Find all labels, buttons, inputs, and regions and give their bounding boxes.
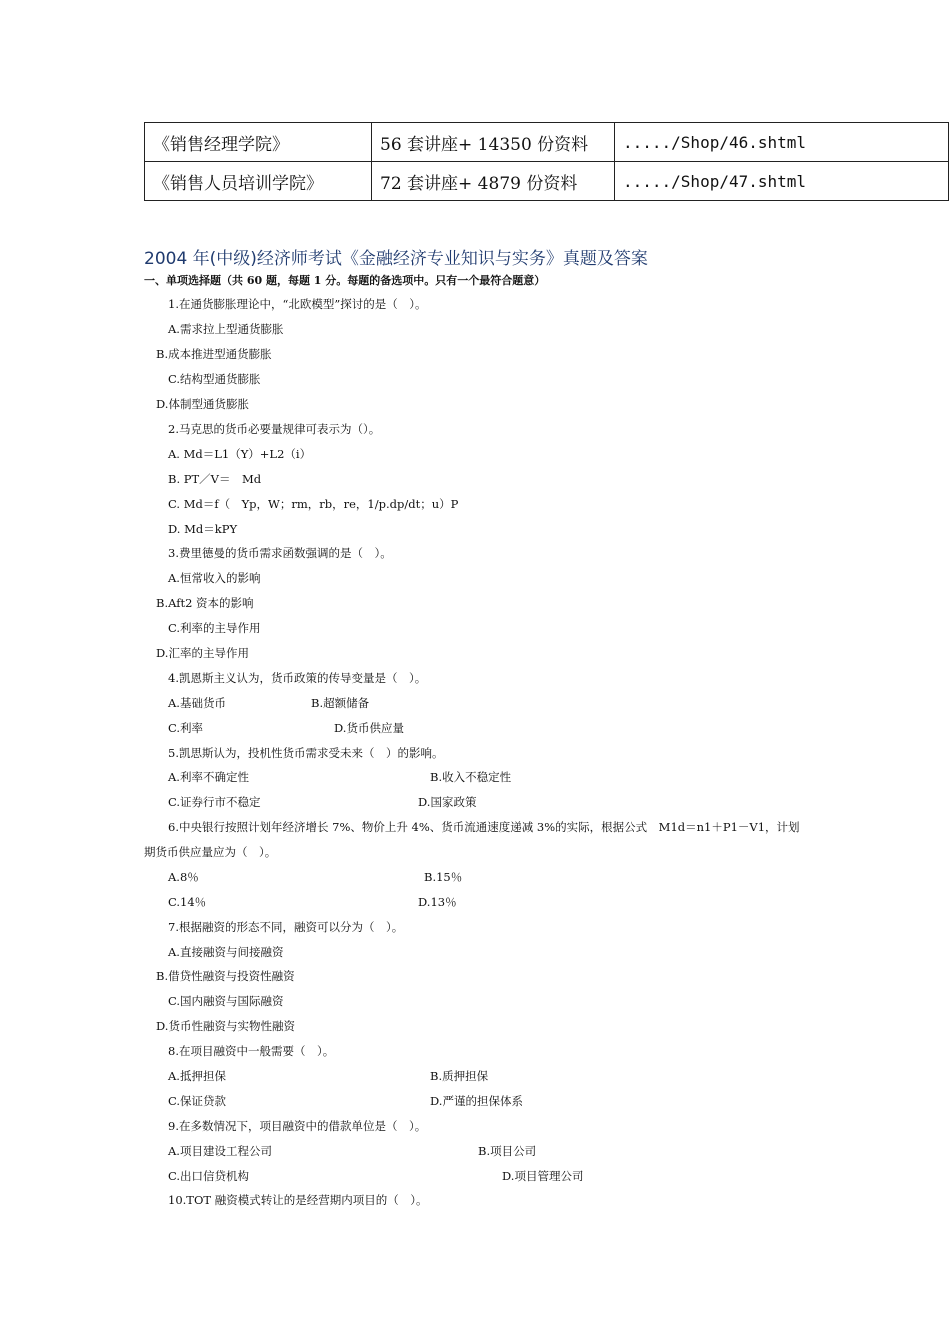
table-cell: 56 套讲座+ 14350 份资料 bbox=[372, 123, 615, 162]
table-row bbox=[145, 162, 949, 201]
answer-option: B.超额储备 bbox=[311, 696, 370, 710]
answer-option: D.国家政策 bbox=[418, 795, 477, 809]
section-heading: 一、单项选择题（共 60 题，每题 1 分。每题的备选项中。只有一个最符合题意） bbox=[144, 274, 546, 287]
answer-option: B.成本推进型通货膨胀 bbox=[156, 347, 272, 361]
answer-option: C.结构型通货膨胀 bbox=[168, 372, 261, 386]
question-text: 8.在项目融资中一般需要（ ）。 bbox=[168, 1044, 335, 1058]
question-text: 4.凯恩斯主义认为，货币政策的传导变量是（ ）。 bbox=[168, 671, 427, 685]
answer-option: D.汇率的主导作用 bbox=[156, 646, 249, 660]
answer-option: C.国内融资与国际融资 bbox=[168, 994, 284, 1008]
table-cell: 72 套讲座+ 4879 份资料 bbox=[372, 162, 615, 201]
question-text: 期货币供应量应为（ ）。 bbox=[144, 845, 277, 859]
answer-option: A.需求拉上型通货膨胀 bbox=[168, 322, 284, 336]
question-text: 3.费里德曼的货币需求函数强调的是（ ）。 bbox=[168, 546, 392, 560]
resource-table bbox=[144, 122, 949, 201]
answer-option: A.基础货币 bbox=[168, 696, 226, 710]
answer-option: B.收入不稳定性 bbox=[430, 770, 512, 784]
table-cell: 《销售经理学院》 bbox=[145, 123, 372, 162]
answer-option: B.15％ bbox=[424, 870, 463, 884]
question-text: 9.在多数情况下，项目融资中的借款单位是（ ）。 bbox=[168, 1119, 427, 1133]
answer-option: B.借贷性融资与投资性融资 bbox=[156, 969, 295, 983]
answer-option: B. PT／V＝ Md bbox=[168, 472, 262, 486]
answer-option: B.Aft2 资本的影响 bbox=[156, 596, 254, 610]
answer-option: A.直接融资与间接融资 bbox=[168, 945, 284, 959]
table-cell-link[interactable]: ...../Shop/46.shtml bbox=[615, 123, 949, 162]
answer-option: D.项目管理公司 bbox=[502, 1169, 584, 1183]
answer-option: A.项目建设工程公司 bbox=[168, 1144, 272, 1158]
question-text: 5.凯思斯认为，投机性货币需求受未来（ ）的影响。 bbox=[168, 746, 444, 760]
table-cell-link[interactable]: ...../Shop/47.shtml bbox=[615, 162, 949, 201]
answer-option: C.14％ bbox=[168, 895, 207, 909]
answer-option: C.利率 bbox=[168, 721, 204, 735]
answer-option: D.货币供应量 bbox=[334, 721, 404, 735]
document-title: 2004 年(中级)经济师考试《金融经济专业知识与实务》真题及答案 bbox=[144, 249, 648, 269]
question-text: 1.在通货膨胀理论中，“北欧模型”探讨的是（ ）。 bbox=[168, 297, 427, 311]
question-text: 10.TOT 融资模式转让的是经营期内项目的（ ）。 bbox=[168, 1193, 428, 1207]
answer-option: C.利率的主导作用 bbox=[168, 621, 261, 635]
answer-option: C. Md＝f（ Yp，W；rm，rb，re，1/p.dp/dt；u）P bbox=[168, 497, 459, 511]
answer-option: B.项目公司 bbox=[478, 1144, 537, 1158]
question-text: 2.马克思的货币必要量规律可表示为（）。 bbox=[168, 422, 381, 436]
question-text: 7.根据融资的形态不同，融资可以分为（ ）。 bbox=[168, 920, 404, 934]
answer-option: C.出口信贷机构 bbox=[168, 1169, 250, 1183]
answer-option: A.恒常收入的影响 bbox=[168, 571, 261, 585]
question-text: 6.中央银行按照计划年经济增长 7%、物价上升 4%、货币流通速度递减 3%的实际，根据公式 M1d＝n1＋P1－V1，计划 bbox=[168, 820, 800, 834]
answer-option: B.质押担保 bbox=[430, 1069, 489, 1083]
answer-option: A.抵押担保 bbox=[168, 1069, 226, 1083]
answer-option: C.证券行市不稳定 bbox=[168, 795, 261, 809]
answer-option: D.体制型通货膨胀 bbox=[156, 397, 249, 411]
table-cell: 《销售人员培训学院》 bbox=[145, 162, 372, 201]
answer-option: D.严谨的担保体系 bbox=[430, 1094, 523, 1108]
answer-option: A.8％ bbox=[168, 870, 199, 884]
answer-option: D.货币性融资与实物性融资 bbox=[156, 1019, 295, 1033]
answer-option: A. Md＝L1（Y）+L2（i） bbox=[168, 447, 312, 461]
answer-option: C.保证贷款 bbox=[168, 1094, 227, 1108]
answer-option: A.利率不确定性 bbox=[168, 770, 249, 784]
answer-option: D. Md＝kPY bbox=[168, 522, 238, 536]
answer-option: D.13％ bbox=[418, 895, 457, 909]
table-row bbox=[145, 123, 949, 162]
